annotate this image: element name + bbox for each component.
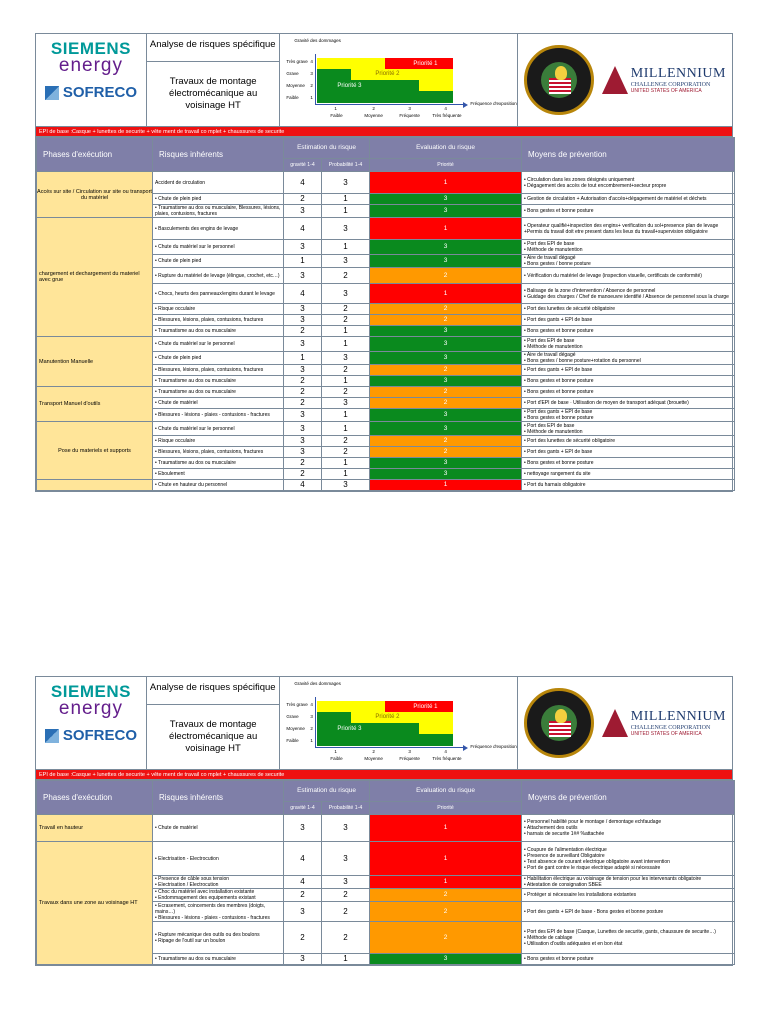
star-icon xyxy=(602,709,628,737)
mcc-logo xyxy=(602,709,726,737)
risk-cell: • Electrisation - Electrocution xyxy=(153,842,284,876)
priority-cell: 2 xyxy=(370,447,522,458)
col-gravite: gravité 1-4 xyxy=(284,159,322,172)
mcc-subtitle: CHALLENGE CORPORATION xyxy=(630,82,711,88)
priority-cell: 2 xyxy=(370,387,522,398)
col-moyens: Moyens de prévention xyxy=(522,138,735,172)
prevention-cell: • Circulation dans les zones désignés uniquement • Dégagement des accès de tout encombrement+secteur propre xyxy=(522,172,735,194)
gravity-cell: 4 xyxy=(284,284,322,304)
band-yellow xyxy=(419,80,453,91)
band-green xyxy=(317,91,453,103)
matrix-y-num: 1 xyxy=(310,95,313,100)
probability-cell: 1 xyxy=(322,422,370,436)
probability-cell: 2 xyxy=(322,922,370,954)
prevention-cell: • Bons gestes et bonne posture xyxy=(522,387,735,398)
risk-cell: • Chocs, heurts des panneaux/engins durant le levage xyxy=(153,284,284,304)
gravity-cell: 4 xyxy=(284,876,322,889)
probability-cell: 1 xyxy=(322,458,370,469)
priority-cell: 3 xyxy=(370,255,522,268)
col-priorite: Priorité xyxy=(370,802,522,815)
page-header xyxy=(36,34,732,127)
col-evaluation: Evaluation du risque xyxy=(370,781,522,802)
prevention-cell: • Aire de travail dégagé • Bons gestes / bonne posture+rotation du personnel xyxy=(522,352,735,365)
priority-cell: 1 xyxy=(370,876,522,889)
table-row xyxy=(37,422,735,436)
probability-cell: 2 xyxy=(322,889,370,902)
probability-cell: 3 xyxy=(322,815,370,842)
prevention-cell: • Vérification du matériel de levage (inspection visuelle, certificats de conformité) xyxy=(522,268,735,284)
priority-cell: 3 xyxy=(370,326,522,337)
matrix-y-label: Grave xyxy=(286,71,299,76)
gravity-cell: 3 xyxy=(284,447,322,458)
matrix-y-label: Très grave xyxy=(286,702,308,707)
sofreco-logo xyxy=(45,727,137,744)
probability-cell: 1 xyxy=(322,409,370,422)
phase-cell: Manutention Manuelle xyxy=(37,337,153,387)
matrix-x-label: Faible xyxy=(330,756,343,761)
matrix-bands xyxy=(317,701,453,746)
gravity-cell: 1 xyxy=(284,352,322,365)
mca-seal-icon xyxy=(524,688,594,758)
mcc-name: MILLENNIUM xyxy=(630,709,726,724)
priority-cell: 2 xyxy=(370,922,522,954)
gravity-cell: 2 xyxy=(284,398,322,409)
gravity-cell: 3 xyxy=(284,304,322,315)
matrix-x-num: 4 xyxy=(444,106,447,111)
risk-cell: • Traumatisme au dos ou musculaire xyxy=(153,458,284,469)
priority-cell: 3 xyxy=(370,954,522,965)
gravity-cell: 3 xyxy=(284,954,322,965)
matrix-y-label: Moyenne xyxy=(286,83,305,88)
matrix-x-num: 1 xyxy=(334,749,337,754)
matrix-x-label: Fréquente xyxy=(399,756,420,761)
priority-3-label: Priorité 3 xyxy=(337,83,362,89)
col-probabilite: Probabilité 1-4 xyxy=(322,802,370,815)
col-phases: Phases d'exécution xyxy=(37,138,153,172)
matrix-y-label: Moyenne xyxy=(286,726,305,731)
prevention-cell: • Balisage de la zone d'intervention / Absence de personnel • Guidage des charges / Chef de manoeuvre identifié / Absence de personnel sous la charge xyxy=(522,284,735,304)
col-estimation: Estimation du risque xyxy=(284,138,370,159)
band-yellow xyxy=(317,58,385,69)
mcc-country: UNITED STATES OF AMERICA xyxy=(630,88,702,94)
matrix-x-label: Moyenne xyxy=(364,756,383,761)
probability-cell: 1 xyxy=(322,194,370,205)
priority-1-label: Priorité 1 xyxy=(413,61,438,67)
prevention-cell: • Bons gestes et bonne posture xyxy=(522,458,735,469)
col-evaluation: Evaluation du risque xyxy=(370,138,522,159)
priority-cell: 2 xyxy=(370,436,522,447)
document-subtitle: Travaux de montage électromécanique au voisinage HT xyxy=(169,719,258,754)
prevention-cell: • Protéger si nécessaire les installations existantes xyxy=(522,889,735,902)
matrix-y-title: Gravité des dommages xyxy=(294,38,341,43)
prevention-cell: • Port des EPI de base • Méthode de manutention xyxy=(522,240,735,255)
mca-seal-icon xyxy=(524,45,594,115)
phase-cell: Accès sur site / Circulation sur site ou transport du matériel xyxy=(37,172,153,218)
priority-cell: 2 xyxy=(370,902,522,922)
matrix-x-label: Très fréquente xyxy=(432,113,462,118)
probability-cell: 1 xyxy=(322,376,370,387)
risk-cell: • Traumatisme au dos ou musculaire xyxy=(153,954,284,965)
probability-cell: 3 xyxy=(322,255,370,268)
priority-cell: 2 xyxy=(370,315,522,326)
priority-cell: 1 xyxy=(370,480,522,491)
priority-cell: 2 xyxy=(370,889,522,902)
gravity-cell: 3 xyxy=(284,365,322,376)
col-priorite: Priorité xyxy=(370,159,522,172)
matrix-y-num: 2 xyxy=(310,726,313,731)
matrix-x-label: Fréquente xyxy=(399,113,420,118)
col-phases: Phases d'exécution xyxy=(37,781,153,815)
gravity-cell: 4 xyxy=(284,480,322,491)
epi-banner: EPI de base :Casque + lunettes de securite + vête ment de travail co mplet + chaussures de securite xyxy=(36,127,732,137)
phase-cell: Pose du materiels et supports xyxy=(37,422,153,480)
matrix-x-num: 4 xyxy=(444,749,447,754)
probability-cell: 1 xyxy=(322,469,370,480)
siemens-logo: SIEMENS xyxy=(50,682,131,701)
risk-cell: • Chute du matériel sur le personnel xyxy=(153,240,284,255)
star-icon xyxy=(602,66,628,94)
table-row xyxy=(37,218,735,240)
prevention-cell: • Habilitation électrique au voisinage de tension pour les intervenants obligatoire • Attestation de consignation SBEE xyxy=(522,876,735,889)
matrix-y-num: 4 xyxy=(310,59,313,64)
priority-cell: 3 xyxy=(370,458,522,469)
probability-cell: 2 xyxy=(322,447,370,458)
phase-cell xyxy=(37,480,153,491)
risk-cell: • Risque occulaire xyxy=(153,304,284,315)
probability-cell: 1 xyxy=(322,240,370,255)
axis-arrow-icon xyxy=(463,102,468,108)
matrix-y-title: Gravité des dommages xyxy=(294,681,341,686)
partner-logos xyxy=(518,677,732,769)
risk-cell: • Blessures, lésions, plaies, contusions, fractures xyxy=(153,365,284,376)
epi-banner: EPI de base :Casque + lunettes de securite + vête ment de travail co mplet + chaussures de securite xyxy=(36,770,732,780)
matrix-x-axis xyxy=(315,104,465,105)
risk-cell: • Ecrasement, coincements des membres (doigts, mains…) • Blessures - lésions - plaies - contusions - fractures xyxy=(153,902,284,922)
risk-cell: • Traumatisme au dos ou musculaire, Blessures, lésions, plaies, contusions, fractures xyxy=(153,205,284,218)
probability-cell: 3 xyxy=(322,876,370,889)
probability-cell: 2 xyxy=(322,304,370,315)
gravity-cell: 2 xyxy=(284,469,322,480)
priority-3-label: Priorité 3 xyxy=(337,726,362,732)
priority-cell: 2 xyxy=(370,268,522,284)
gravity-cell: 3 xyxy=(284,422,322,436)
priority-cell: 3 xyxy=(370,469,522,480)
priority-cell: 3 xyxy=(370,422,522,436)
partner-logos xyxy=(518,34,732,126)
priority-cell: 1 xyxy=(370,815,522,842)
energy-logo: energy xyxy=(58,55,123,76)
sofreco-text: SOFRECO xyxy=(62,84,138,101)
gravity-cell: 3 xyxy=(284,268,322,284)
matrix-y-axis xyxy=(315,697,316,747)
risk-cell: • Presence de câble sous tension • Electrisation / Electrocution xyxy=(153,876,284,889)
risk-matrix xyxy=(280,677,517,769)
logo-block xyxy=(36,34,147,126)
matrix-y-num: 2 xyxy=(310,83,313,88)
document-title: Analyse de risques spécifique xyxy=(147,34,280,62)
logo-block xyxy=(36,677,147,769)
priority-cell: 3 xyxy=(370,194,522,205)
gravity-cell: 2 xyxy=(284,889,322,902)
phase-cell: Transport Manuel d'outils xyxy=(37,387,153,422)
gravity-cell: 3 xyxy=(284,902,322,922)
document-title: Analyse de risques spécifique xyxy=(147,677,280,705)
prevention-cell: • Coupure de l'alimentation électrique • Presence de surveillant Obligatoire • Test absence de courant electrique obligatoire avant intervention • Port de gant contre le risque electrique adapté si nécessaire xyxy=(522,842,735,876)
gravity-cell: 4 xyxy=(284,218,322,240)
gravity-cell: 2 xyxy=(284,458,322,469)
title-block xyxy=(147,677,281,769)
probability-cell: 3 xyxy=(322,480,370,491)
risk-table xyxy=(36,780,735,965)
risk-cell: • Blessures - lésions - plaies - contusions - fractures xyxy=(153,409,284,422)
matrix-y-label: Très grave xyxy=(286,59,308,64)
gravity-cell: 3 xyxy=(284,205,322,218)
axis-arrow-icon xyxy=(463,745,468,751)
probability-cell: 3 xyxy=(322,172,370,194)
gravity-cell: 1 xyxy=(284,255,322,268)
gravity-cell: 3 xyxy=(284,409,322,422)
mcc-logo xyxy=(602,66,726,94)
matrix-y-label: Grave xyxy=(286,714,299,719)
mcc-country: UNITED STATES OF AMERICA xyxy=(630,731,702,737)
col-risques: Risques inhérents xyxy=(153,138,284,172)
document-page-2 xyxy=(35,676,733,966)
table-row xyxy=(37,815,735,842)
matrix-y-num: 3 xyxy=(310,71,313,76)
band-yellow xyxy=(419,723,453,734)
probability-cell: 3 xyxy=(322,398,370,409)
risk-cell: • Risque occulaire xyxy=(153,436,284,447)
prevention-cell: • Port des gants + EPI de base - Bons gestes et bonne posture xyxy=(522,902,735,922)
gravity-cell: 2 xyxy=(284,387,322,398)
priority-cell: 3 xyxy=(370,376,522,387)
prevention-cell: • Port des gants + EPI de base xyxy=(522,447,735,458)
probability-cell: 2 xyxy=(322,387,370,398)
priority-cell: 3 xyxy=(370,205,522,218)
probability-cell: 3 xyxy=(322,842,370,876)
matrix-x-axis xyxy=(315,747,465,748)
risk-cell: • Rupture du matériel de levage (élingue, crochet, etc…) xyxy=(153,268,284,284)
band-green xyxy=(317,69,351,80)
probability-cell: 1 xyxy=(322,954,370,965)
priority-cell: 1 xyxy=(370,842,522,876)
risk-cell: Accident de circulation xyxy=(153,172,284,194)
gravity-cell: 2 xyxy=(284,376,322,387)
gravity-cell: 3 xyxy=(284,815,322,842)
matrix-bands xyxy=(317,58,453,103)
matrix-y-axis xyxy=(315,54,316,104)
band-green xyxy=(317,734,453,746)
priority-cell: 1 xyxy=(370,284,522,304)
priority-cell: 3 xyxy=(370,337,522,352)
risk-cell: • Chute de plein pied xyxy=(153,255,284,268)
priority-cell: 1 xyxy=(370,172,522,194)
priority-cell: 1 xyxy=(370,218,522,240)
phase-cell: Travaux dans une zone au voisinage HT xyxy=(37,842,153,965)
prevention-cell: • Port d'EPI de base · Utilisation de moyen de transport adéquat (brouette) xyxy=(522,398,735,409)
gravity-cell: 3 xyxy=(284,315,322,326)
col-probabilite: Probabilité 1-4 xyxy=(322,159,370,172)
prevention-cell: • Operateur qualifié+inspection des engins+ verification du sol+presence plan de levage +Permis du travail doit etre present dans les lieux du travail+supervision obligatoire xyxy=(522,218,735,240)
band-yellow xyxy=(351,69,453,80)
risk-cell: • Rupture mécanique des outils ou des boulons • Ripage de l'outil sur un boulon xyxy=(153,922,284,954)
page-header xyxy=(36,677,732,770)
matrix-y-label: Faible xyxy=(286,738,299,743)
sofreco-mark-icon xyxy=(45,729,59,743)
priority-cell: 3 xyxy=(370,352,522,365)
probability-cell: 3 xyxy=(322,352,370,365)
table-row xyxy=(37,480,735,491)
matrix-y-num: 4 xyxy=(310,702,313,707)
mcc-subtitle: CHALLENGE CORPORATION xyxy=(630,725,711,731)
prevention-cell: • Bons gestes et bonne posture xyxy=(522,326,735,337)
risk-cell: • Traumatisme au dos ou musculaire xyxy=(153,387,284,398)
matrix-x-num: 2 xyxy=(372,749,375,754)
risk-cell: • Traumatisme au dos ou musculaire xyxy=(153,326,284,337)
col-moyens: Moyens de prévention xyxy=(522,781,735,815)
matrix-x-title: Fréquence d'exposition xyxy=(470,744,517,749)
prevention-cell: • Port des gants + EPI de base • Bons gestes et bonne posture xyxy=(522,409,735,422)
matrix-x-num: 3 xyxy=(408,106,411,111)
band-green xyxy=(317,80,419,91)
siemens-logo: SIEMENS xyxy=(50,39,131,58)
title-block xyxy=(147,34,281,126)
risk-cell: • Chute du matériel sur le personnel xyxy=(153,422,284,436)
gravity-cell: 2 xyxy=(284,326,322,337)
matrix-x-label: Faible xyxy=(330,113,343,118)
priority-cell: 3 xyxy=(370,409,522,422)
prevention-cell: • Port des EPI de base • Méthode de manutention xyxy=(522,422,735,436)
sofreco-logo xyxy=(45,84,137,101)
sofreco-mark-icon xyxy=(45,86,59,100)
risk-cell: • Eboulement xyxy=(153,469,284,480)
table-row xyxy=(37,337,735,352)
matrix-x-title: Fréquence d'exposition xyxy=(470,101,517,106)
probability-cell: 2 xyxy=(322,365,370,376)
matrix-x-label: Moyenne xyxy=(364,113,383,118)
risk-cell: • Chute de matériel xyxy=(153,815,284,842)
matrix-x-num: 3 xyxy=(408,749,411,754)
risk-matrix xyxy=(280,34,517,126)
prevention-cell: • Bons gestes et bonne posture xyxy=(522,954,735,965)
risk-cell: • Blessures, lésions, plaies, contusions, fractures xyxy=(153,315,284,326)
prevention-cell: • Port des EPI de base • Méthode de manutention xyxy=(522,337,735,352)
phase-cell: Travail en hauteur xyxy=(37,815,153,842)
matrix-x-num: 1 xyxy=(334,106,337,111)
prevention-cell: • Gestion de circulation + Autorisation d'accès+dégagement de matériel et déchets xyxy=(522,194,735,205)
probability-cell: 1 xyxy=(322,337,370,352)
matrix-y-label: Faible xyxy=(286,95,299,100)
gravity-cell: 3 xyxy=(284,240,322,255)
prevention-cell: • nettoyage rangement du site xyxy=(522,469,735,480)
band-yellow xyxy=(351,712,453,723)
probability-cell: 2 xyxy=(322,902,370,922)
prevention-cell: • Port du harnais obligatoire xyxy=(522,480,735,491)
gravity-cell: 3 xyxy=(284,337,322,352)
mcc-name: MILLENNIUM xyxy=(630,66,726,81)
prevention-cell: • Port des gants + EPI de base xyxy=(522,365,735,376)
energy-logo: energy xyxy=(58,698,123,719)
risk-cell: • Blessures, lésions, plaies, contusions, fractures xyxy=(153,447,284,458)
prevention-cell: • Port des lunettes de sécurité obligatoire xyxy=(522,304,735,315)
document-page-1 xyxy=(35,33,733,492)
priority-cell: 3 xyxy=(370,240,522,255)
priority-2-label: Priorité 2 xyxy=(375,71,400,77)
probability-cell: 1 xyxy=(322,205,370,218)
priority-cell: 2 xyxy=(370,398,522,409)
risk-cell: • Chute du matériel sur le personnel xyxy=(153,337,284,352)
prevention-cell: • Port des EPI de base (Casque, Lunettes de securite, gants, chaussure de securite…) • Méthode de cablage • Utilisation d'outils adéquates et en bon état xyxy=(522,922,735,954)
matrix-y-num: 3 xyxy=(310,714,313,719)
probability-cell: 2 xyxy=(322,315,370,326)
sofreco-text: SOFRECO xyxy=(62,727,138,744)
table-row xyxy=(37,172,735,194)
table-row xyxy=(37,842,735,876)
risk-table xyxy=(36,137,735,491)
band-yellow xyxy=(317,701,385,712)
table-row xyxy=(37,387,735,398)
risk-cell: • Chute de plein pied xyxy=(153,352,284,365)
prevention-cell: • Bons gestes et bonne posture xyxy=(522,376,735,387)
gravity-cell: 2 xyxy=(284,194,322,205)
risk-cell: • Choc du matériel avec installation existante • Endommagement des equipements existant xyxy=(153,889,284,902)
prevention-cell: • Port des gants + EPI de base xyxy=(522,315,735,326)
priority-2-label: Priorité 2 xyxy=(375,714,400,720)
band-green xyxy=(317,723,419,734)
risk-cell: • Traumatisme au dos ou musculaire xyxy=(153,376,284,387)
col-estimation: Estimation du risque xyxy=(284,781,370,802)
prevention-cell: • Personnel habilité pour le montage / demontage echfaudage • Attachement des outils • harnais de securite 1## %attachée xyxy=(522,815,735,842)
prevention-cell: • Port des lunettes de sécurité obligatoire xyxy=(522,436,735,447)
document-subtitle: Travaux de montage électromécanique au voisinage HT xyxy=(169,76,258,111)
probability-cell: 1 xyxy=(322,326,370,337)
gravity-cell: 4 xyxy=(284,842,322,876)
probability-cell: 3 xyxy=(322,284,370,304)
gravity-cell: 2 xyxy=(284,922,322,954)
priority-cell: 2 xyxy=(370,365,522,376)
probability-cell: 3 xyxy=(322,218,370,240)
band-green xyxy=(317,712,351,723)
matrix-x-num: 2 xyxy=(372,106,375,111)
risk-cell: • Chute de plein pied xyxy=(153,194,284,205)
probability-cell: 2 xyxy=(322,268,370,284)
priority-1-label: Priorité 1 xyxy=(413,704,438,710)
matrix-x-label: Très fréquente xyxy=(432,756,462,761)
gravity-cell: 3 xyxy=(284,436,322,447)
risk-cell: • Basculements des engins de levage xyxy=(153,218,284,240)
col-gravite: gravité 1-4 xyxy=(284,802,322,815)
risk-cell: • Chute en hauteur du personnel xyxy=(153,480,284,491)
prevention-cell: • Bons gestes et bonne posture xyxy=(522,205,735,218)
probability-cell: 2 xyxy=(322,436,370,447)
gravity-cell: 4 xyxy=(284,172,322,194)
phase-cell: chargement et dechargement du materiel avec grue xyxy=(37,218,153,337)
col-risques: Risques inhérents xyxy=(153,781,284,815)
prevention-cell: • Aire de travail dégagé • Bons gestes / bonne posture xyxy=(522,255,735,268)
risk-cell: • Chute de matériel xyxy=(153,398,284,409)
priority-cell: 2 xyxy=(370,304,522,315)
matrix-y-num: 1 xyxy=(310,738,313,743)
